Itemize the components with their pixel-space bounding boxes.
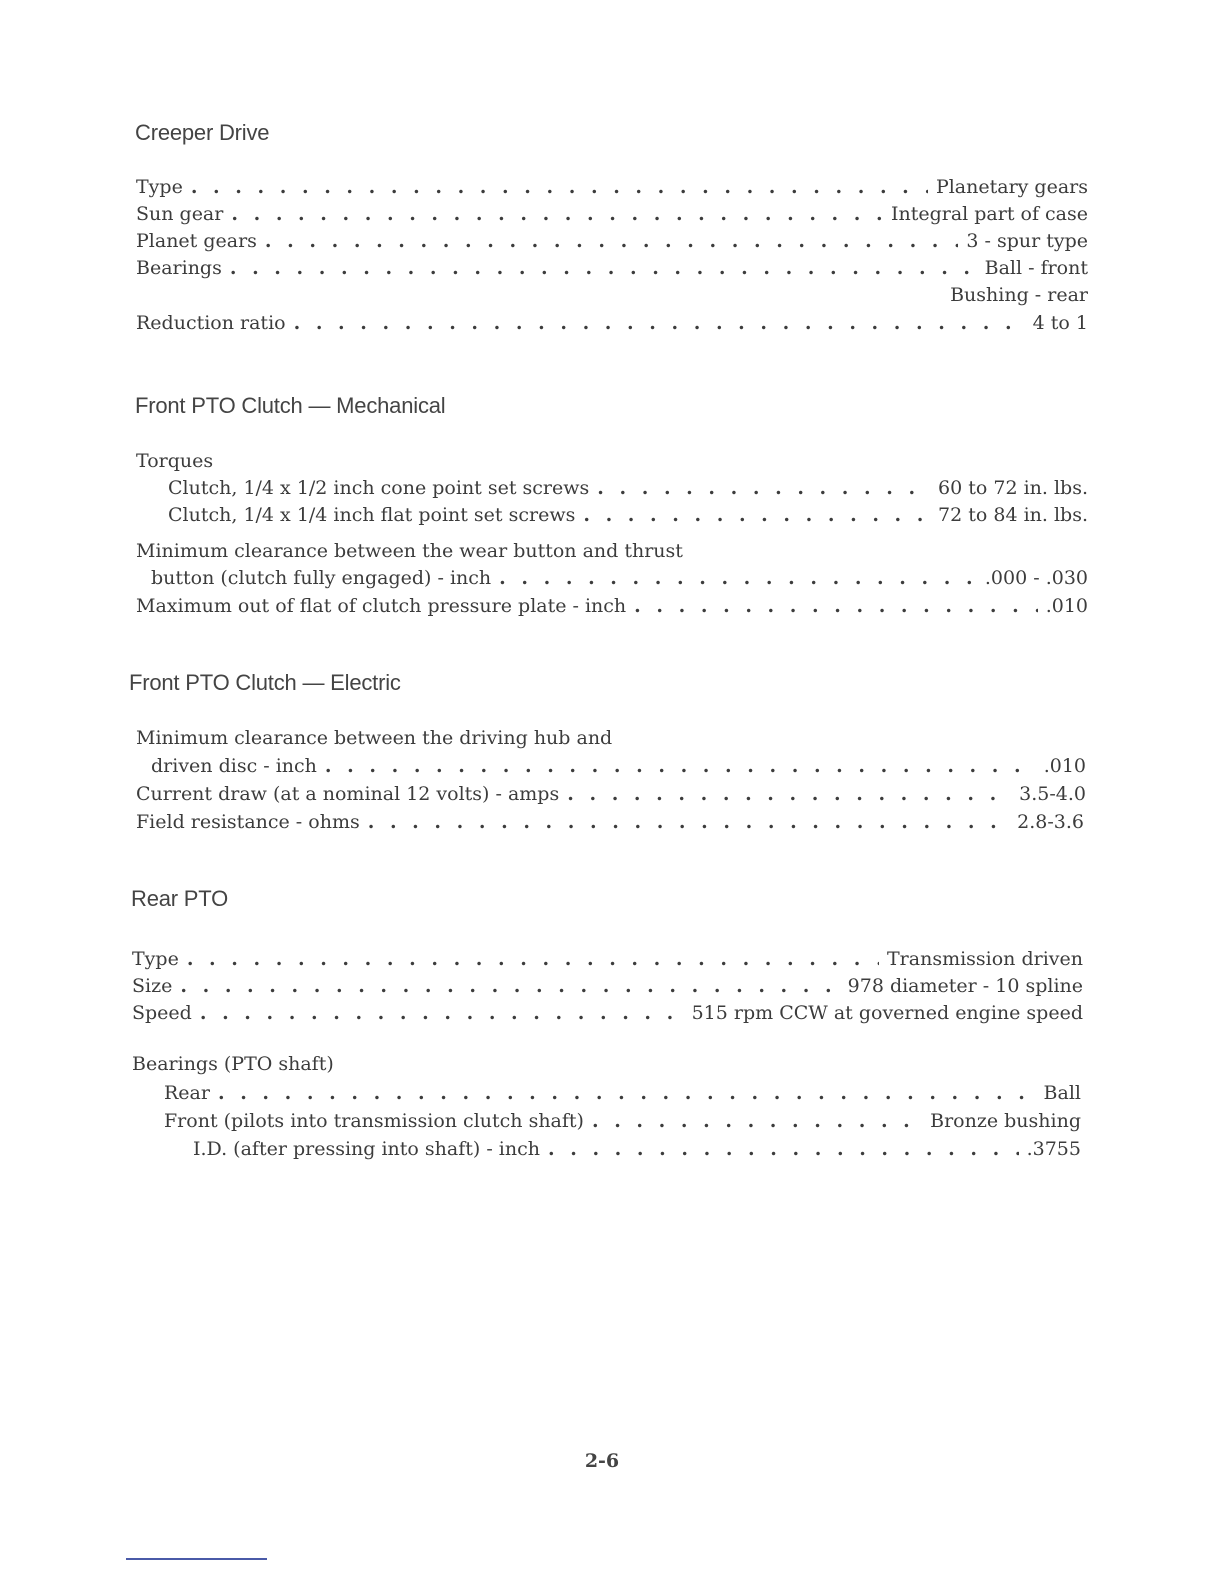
bushing-id-label: I.D. (after pressing into shaft) - inch — [193, 1138, 540, 1160]
leader-dots — [294, 310, 1025, 337]
rear-speed-value: 515 rpm CCW at governed engine speed — [691, 1002, 1083, 1024]
creeper-type-value: Planetary gears — [935, 176, 1088, 198]
rear-size-label: Size — [132, 975, 173, 997]
creeper-bearings-value-2: Bushing - rear — [950, 284, 1088, 306]
leader-dots — [548, 1136, 1019, 1163]
flat-screws-row — [168, 502, 1088, 529]
rear-bearing-row — [164, 1080, 1081, 1107]
leader-dots — [231, 201, 883, 228]
creeper-ratio-value: 4 to 1 — [1032, 312, 1088, 334]
front-pto-electric-heading: Front PTO Clutch — Electric — [129, 670, 401, 695]
current-draw-row — [136, 781, 1086, 808]
front-pto-mechanical-heading: Front PTO Clutch — Mechanical — [135, 393, 446, 418]
leader-dots — [200, 1000, 684, 1027]
wear-clearance-value: .000 - .030 — [984, 567, 1088, 589]
rear-type-label: Type — [132, 948, 179, 970]
rear-bearing-value: Ball — [1043, 1082, 1081, 1104]
wear-clearance-label-1: Minimum clearance between the wear button and thrust — [136, 540, 683, 562]
wear-clearance-label-2: button (clutch fully engaged) - inch — [151, 567, 492, 589]
leader-dots — [597, 475, 930, 502]
creeper-type-label: Type — [136, 176, 183, 198]
creeper-planet-value: 3 - spur type — [966, 230, 1088, 252]
hub-clearance-row — [151, 753, 1086, 780]
current-draw-label: Current draw (at a nominal 12 volts) - amps — [136, 783, 560, 805]
wear-clearance-row — [151, 565, 1088, 592]
front-bearing-value: Bronze bushing — [930, 1110, 1081, 1132]
field-resistance-row — [136, 809, 1084, 836]
rear-size-row — [132, 973, 1083, 1000]
leader-dots — [368, 809, 1009, 836]
cone-screws-label: Clutch, 1/4 x 1/2 inch cone point set screws — [168, 477, 590, 499]
pressure-plate-flat-value: .010 — [1045, 595, 1088, 617]
creeper-bearings-label: Bearings — [136, 257, 222, 279]
leader-dots — [325, 753, 1036, 780]
leader-dots — [592, 1108, 922, 1135]
leader-dots — [218, 1080, 1036, 1107]
creeper-type-row — [136, 174, 1088, 201]
pressure-plate-flat-label: Maximum out of flat of clutch pressure plate - inch — [136, 595, 627, 617]
creeper-bearings-row — [136, 255, 1088, 282]
leader-dots — [634, 593, 1038, 620]
creeper-sun-row — [136, 201, 1088, 228]
leader-dots — [567, 781, 1011, 808]
creeper-drive-heading: Creeper Drive — [135, 120, 270, 145]
rear-size-value: 978 diameter - 10 spline — [847, 975, 1083, 997]
leader-dots — [191, 174, 928, 201]
rear-speed-row — [132, 1000, 1083, 1027]
pressure-plate-flat-row — [136, 593, 1088, 620]
creeper-sun-value: Integral part of case — [890, 203, 1088, 225]
bushing-id-row — [193, 1136, 1081, 1163]
creeper-ratio-row — [136, 310, 1088, 337]
bushing-id-value: .3755 — [1026, 1138, 1081, 1160]
leader-dots — [230, 255, 977, 282]
front-bearing-row — [164, 1108, 1081, 1135]
field-resistance-label: Field resistance - ohms — [136, 811, 360, 833]
hub-clearance-value: .010 — [1043, 755, 1086, 777]
rear-type-row — [132, 946, 1083, 973]
creeper-sun-label: Sun gear — [136, 203, 224, 225]
leader-dots — [583, 502, 930, 529]
field-resistance-value: 2.8-3.6 — [1017, 811, 1084, 833]
hub-clearance-label-1: Minimum clearance between the driving hub and — [136, 727, 613, 749]
front-bearing-label: Front (pilots into transmission clutch shaft) — [164, 1110, 584, 1132]
leader-dots — [265, 228, 958, 255]
pto-shaft-bearings-label: Bearings (PTO shaft) — [132, 1053, 334, 1075]
current-draw-value: 3.5-4.0 — [1019, 783, 1086, 805]
torques-label: Torques — [136, 450, 214, 472]
cone-screws-value: 60 to 72 in. lbs. — [938, 477, 1088, 499]
rear-pto-heading: Rear PTO — [131, 886, 229, 911]
creeper-bearings-value: Ball - front — [984, 257, 1088, 279]
hub-clearance-label-2: driven disc - inch — [151, 755, 317, 777]
page-number: 2-6 — [584, 1450, 620, 1472]
leader-dots — [187, 946, 879, 973]
leader-dots — [499, 565, 977, 592]
creeper-planet-label: Planet gears — [136, 230, 257, 252]
flat-screws-label: Clutch, 1/4 x 1/4 inch flat point set screws — [168, 504, 576, 526]
rear-speed-label: Speed — [132, 1002, 192, 1024]
cone-screws-row — [168, 475, 1088, 502]
flat-screws-value: 72 to 84 in. lbs. — [938, 504, 1088, 526]
creeper-planet-row — [136, 228, 1088, 255]
rear-type-value: Transmission driven — [887, 948, 1083, 970]
rear-bearing-label: Rear — [164, 1082, 210, 1104]
creeper-ratio-label: Reduction ratio — [136, 312, 286, 334]
footer-rule — [126, 1558, 267, 1560]
leader-dots — [180, 973, 839, 1000]
